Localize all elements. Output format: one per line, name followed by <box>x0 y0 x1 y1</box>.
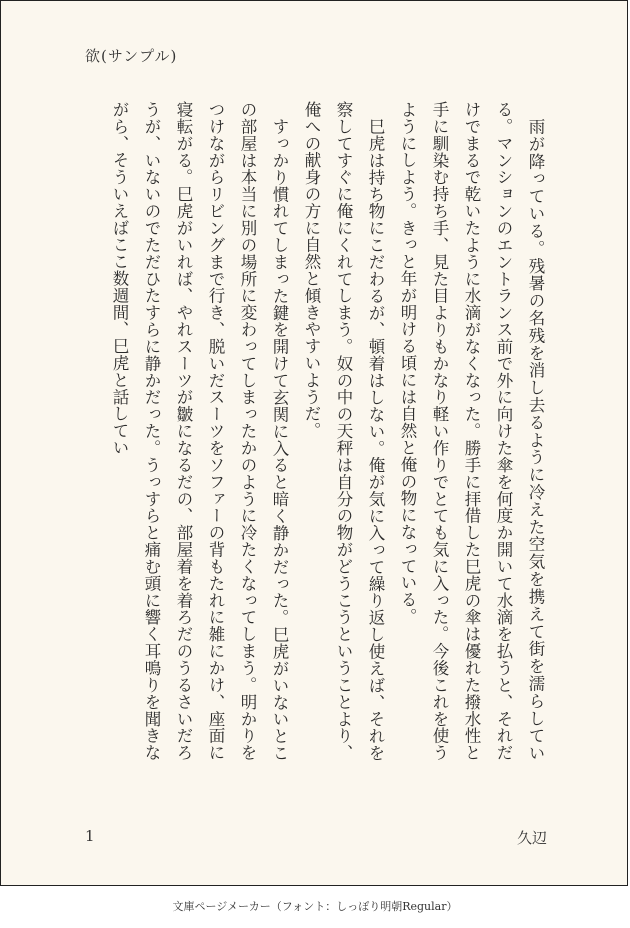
paragraph: 雨が降っている。残暑の名残を消し去るように冷えた空気を携えて街を濡らしている。マンションのエントランス前で外に向けた傘を何度か開いて水滴を払うと、それだけでまるで乾いたように水滴がなくなった。勝手に拝借した巳虎の傘は優れた撥水性と手に馴染む持ち手、見た目よりもかなり軽い作りでとても気に入った。今後これを使うようにしよう。きっと年が明ける頃には自然と俺の物になっている。 <box>398 101 545 761</box>
author-name: 久辺 <box>516 829 547 847</box>
paragraph: 巳虎は持ち物にこだわるが、頓着はしない。俺が気に入って繰り返し使えば、それを察してすぐに俺にくれてしまう。奴の中の天秤は自分の物がどうこうということより、俺への献身の方に自然と傾きやすいようだ。 <box>302 101 385 761</box>
page-number: 1 <box>85 827 95 845</box>
page-header-title: 欲(サンプル) <box>85 47 178 65</box>
paragraph: すっかり慣れてしまった鍵を開けて玄関に入ると暗く静かだった。巳虎がいないとこの部屋は本当に別の場所に変わってしまったかのように冷たくなってしまう。明かりをつけながらリビングまで行き、脱いだスーツをソファーの背もたれに雑にかけ、座面に寝転がる。巳虎がいれば、やれスーツが皺になるだの、部屋着を着ろだのうるさいだろうが、いないのでただひたすらに静かだった。うっすらと痛む頭に響く耳鳴りを聞きながら、そういえばここ数週間、巳虎と話してい <box>110 101 289 761</box>
generator-credit: 文庫ページメーカー（フォント：しっぽり明朝Regular） <box>172 900 458 913</box>
vertical-body-text <box>103 101 551 761</box>
